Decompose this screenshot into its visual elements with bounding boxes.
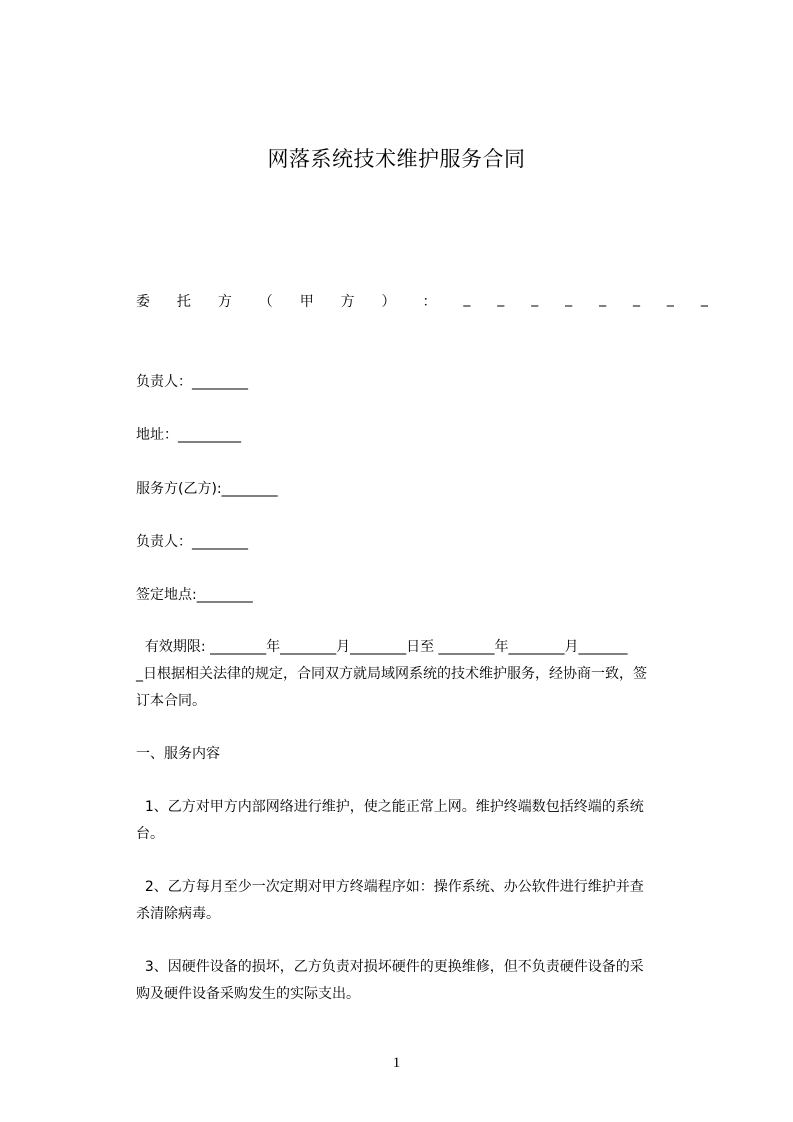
principal-blank: _ bbox=[599, 291, 607, 307]
principal-blank: _ bbox=[700, 291, 708, 307]
section-heading: 一、服务内容 bbox=[136, 746, 220, 762]
address-line: 地址：_________ bbox=[136, 427, 241, 443]
paragraph-line: 1、乙方对甲方内部网络进行维护，使之能正常上网。维护终端数包括终端的系统 bbox=[136, 799, 644, 815]
principal-char: ： bbox=[422, 294, 437, 310]
responsible-person-line: 负责人：________ bbox=[136, 374, 248, 390]
principal-char: ） bbox=[381, 294, 396, 310]
paragraph-line: 有效期限: ________年________月________日至 ________年________月_______ bbox=[136, 639, 628, 655]
responsible-person-line-2: 负责人：________ bbox=[136, 534, 248, 550]
paragraph-line: 台。 bbox=[136, 826, 164, 842]
service-item-3 bbox=[136, 957, 708, 1004]
principal-blank: _ bbox=[632, 291, 640, 307]
principal-char: （ bbox=[258, 294, 273, 310]
service-provider-line: 服务方(乙方):________ bbox=[136, 481, 278, 497]
paragraph-line: _日根据相关法律的规定，合同双方就局域网系统的技术维护服务，经协商一致，签 bbox=[136, 666, 647, 682]
paragraph-line: 2、乙方每月至少一次定期对甲方终端程序如：操作系统、办公软件进行维护并查 bbox=[136, 879, 644, 895]
principal-char: 方 bbox=[340, 294, 355, 310]
principal-blank: _ bbox=[531, 291, 539, 307]
signing-place-line: 签定地点:________ bbox=[136, 587, 253, 603]
principal-char: 方 bbox=[217, 294, 232, 310]
principal-blank: _ bbox=[666, 291, 674, 307]
service-item-1 bbox=[136, 797, 708, 844]
principal-char: 甲 bbox=[299, 294, 314, 310]
validity-paragraph bbox=[136, 637, 708, 711]
page-number: 1 bbox=[392, 1055, 401, 1071]
principal-blank: _ bbox=[497, 291, 505, 307]
paragraph-line: 杀清除病毒。 bbox=[136, 906, 220, 922]
paragraph-line: 3、因硬件设备的损坏，乙方负责对损坏硬件的更换维修，但不负责硬件设备的采 bbox=[136, 959, 644, 975]
principal-blank: _ bbox=[565, 291, 573, 307]
paragraph-line: 订本合同。 bbox=[136, 693, 206, 709]
principal-blank: _ bbox=[463, 291, 471, 307]
paragraph-line: 购及硬件设备采购发生的实际支出。 bbox=[136, 986, 360, 1002]
principal-char: 委 bbox=[136, 294, 150, 310]
service-item-2 bbox=[136, 877, 708, 924]
principal-party-line bbox=[136, 291, 708, 311]
principal-char: 托 bbox=[176, 294, 191, 310]
document-title: 网落系统技术维护服务合同 bbox=[267, 147, 526, 171]
